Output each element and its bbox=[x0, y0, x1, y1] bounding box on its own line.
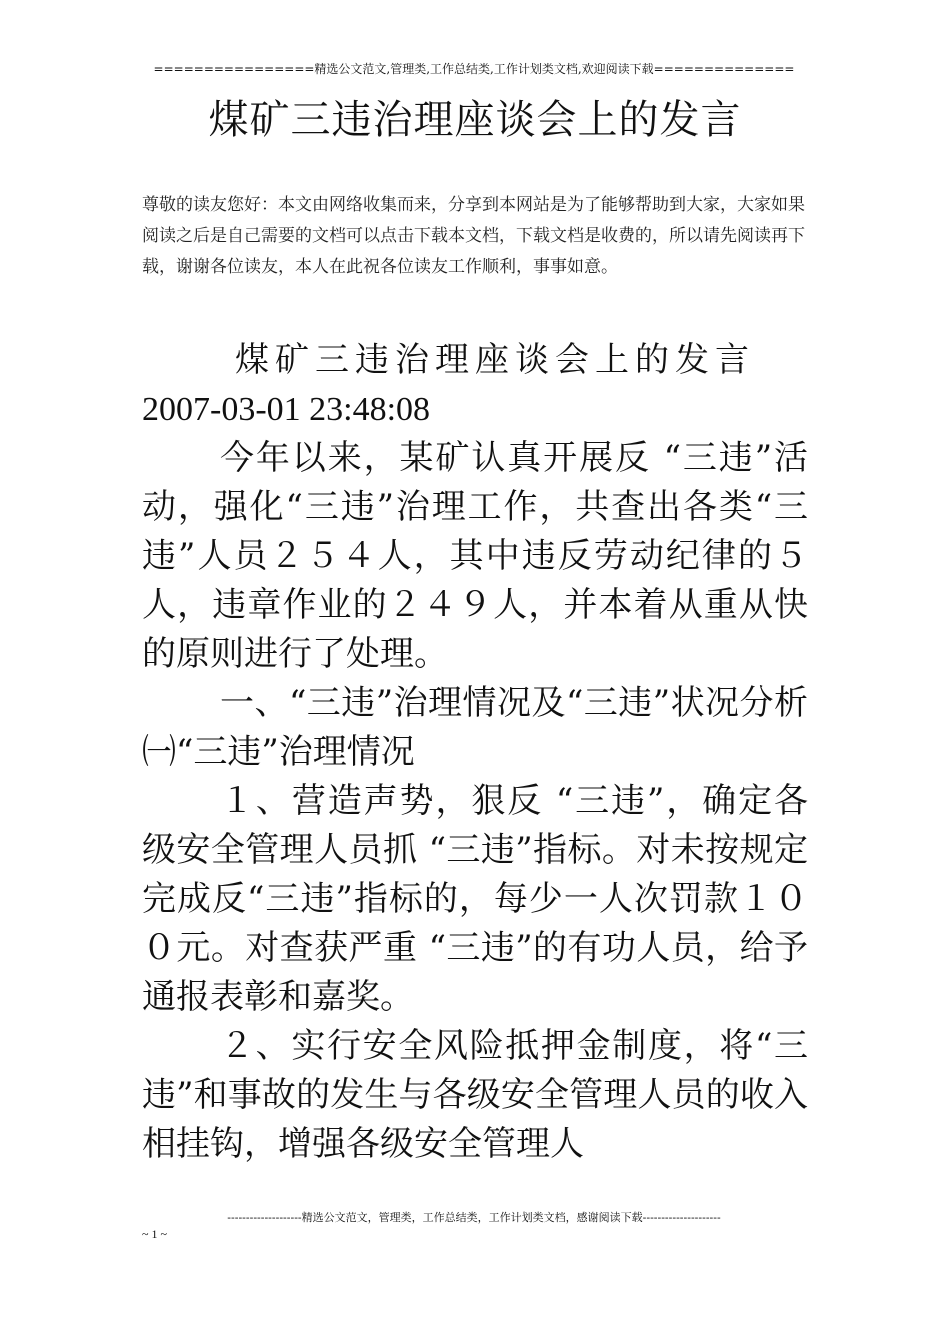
document-title: 煤矿三违治理座谈会上的发言 bbox=[208, 97, 742, 143]
page-number: ~ 1 ~ bbox=[142, 1227, 167, 1241]
article-subtitle: 煤矿三违治理座谈会上的发言 bbox=[235, 340, 755, 380]
article-paragraph: １、营造声势，狠反 “三违”，确定各级安全管理人员抓 “三违”指标。对未按规定完成反“三违”指标的，每少一人次罚款１００元。对查获严重 “三违”的有功人员，给予通报表彰和嘉奖。 bbox=[142, 781, 808, 1017]
page-footer: --------------------精选公文范文，管理类，工作总结类，工作计划类文档，感谢阅读下载--------------------- bbox=[227, 1211, 721, 1224]
article-paragraph: ２、实行安全风险抵押金制度，将“三违”和事故的发生与各级安全管理人员的收入相挂钩，增强各级安全管理人 bbox=[142, 1026, 808, 1164]
reader-notice: 尊敬的读友您好：本文由网络收集而来，分享到本网站是为了能够帮助到大家，大家如果阅读之后是自己需要的文档可以点击下载本文档，下载文档是收费的，所以请先阅读再下载，谢谢各位读友，本人在此祝各位读友工作顺利，事事如意。 bbox=[142, 195, 805, 277]
article-body bbox=[142, 336, 808, 1169]
article-paragraph: 今年以来，某矿认真开展反 “三违”活动，强化“三违”治理工作，共查出各类“三违”人员２５４人，其中违反劳动纪律的５人，违章作业的２４９人，并本着从重从快的原则进行了处理。 bbox=[142, 438, 808, 674]
article-date: 2007-03-01 23:48:08 bbox=[142, 391, 431, 428]
section-heading: 一、“三违”治理情况及“三违”状况分析㈠“三违”治理情况 bbox=[142, 683, 808, 772]
page-header: ================精选公文范文,管理类,工作总结类,工作计划类文档,欢迎阅读下载============== bbox=[153, 62, 795, 76]
